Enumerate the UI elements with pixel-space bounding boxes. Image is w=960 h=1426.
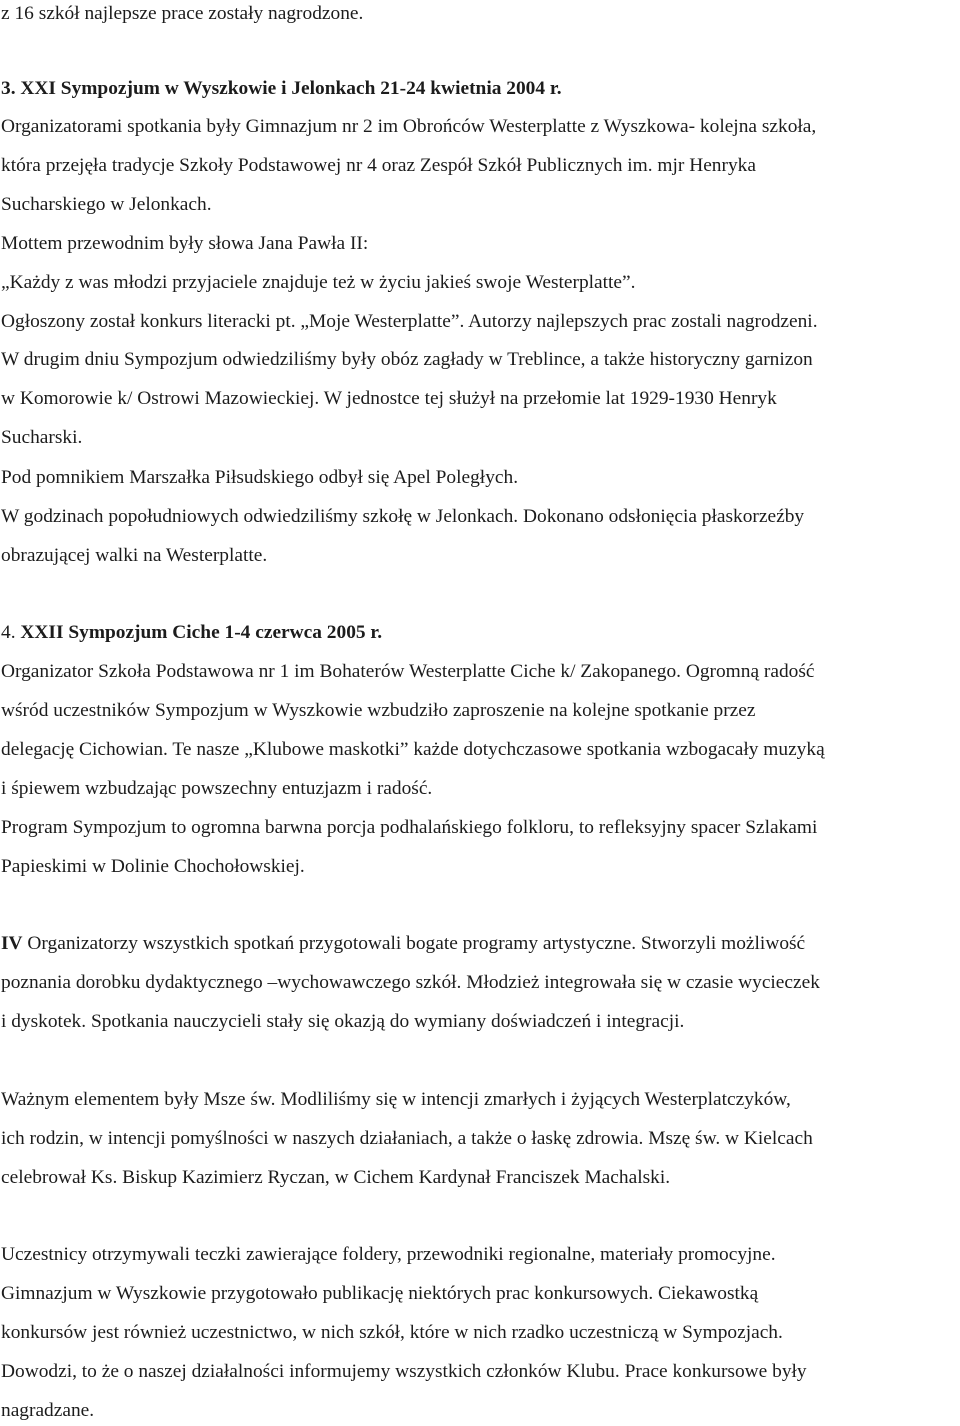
- text-line: celebrował Ks. Biskup Kazimierz Ryczan, w Cichem Kardynał Franciszek Machalski.: [1, 1167, 671, 1188]
- text-line: w Komorowie k/ Ostrowi Mazowieckiej. W jednostce tej służył na przełomie lat 1929-1930 Henryk: [1, 388, 777, 409]
- text-line: Papieskimi w Dolinie Chochołowskiej.: [1, 856, 305, 877]
- text-line: Organizatorami spotkania były Gimnazjum nr 2 im Obrońców Westerplatte z Wyszkowa- kolejna szkoła,: [1, 116, 817, 137]
- text-line: „Każdy z was młodzi przyjaciele znajduje też w życiu jakieś swoje Westerplatte”.: [1, 272, 636, 293]
- section-iv-line: [1, 932, 805, 956]
- text-line: Pod pomnikiem Marszałka Piłsudskiego odbył się Apel Poległych.: [1, 467, 519, 488]
- heading-text: XXII Sympozjum Ciche 1-4 czerwca 2005 r.: [20, 622, 383, 643]
- text-line: poznania dorobku dydaktycznego –wychowawczego szkół. Młodzież integrowała się w czasie wycieczek: [1, 972, 820, 993]
- text-line: Gimnazjum w Wyszkowie przygotowało publikację niektórych prac konkursowych. Ciekawostką: [1, 1283, 759, 1304]
- text-line: W godzinach popołudniowych odwiedziliśmy szkołę w Jelonkach. Dokonano odsłonięcia płaskorzeźby: [1, 506, 805, 527]
- text-line: Dowodzi, to że o naszej działalności informujemy wszystkich członków Klubu. Prace konkursowe były: [1, 1361, 807, 1382]
- text-line: Ogłoszony został konkurs literacki pt. „Moje Westerplatte”. Autorzy najlepszych prac zostali nagrodzeni.: [1, 311, 818, 332]
- text-line: konkursów jest również uczestnictwo, w nich szkół, które w nich rzadko uczestniczą w Sympozjach.: [1, 1322, 783, 1343]
- text-line: Sucharskiego w Jelonkach.: [1, 194, 212, 215]
- text-line: która przejęła tradycje Szkoły Podstawowej nr 4 oraz Zespół Szkół Publicznych im. mjr Henryka: [1, 155, 756, 176]
- text-line: Mottem przewodnim były słowa Jana Pawła II:: [1, 233, 369, 254]
- section-iv-text: Organizatorzy wszystkich spotkań przygotowali bogate programy artystyczne. Stworzyli możliwość: [22, 933, 806, 954]
- text-line: Program Sympozjum to ogromna barwna porcja podhalańskiego folkloru, to refleksyjny spacer Szlakami: [1, 817, 818, 838]
- text-line: z 16 szkół najlepsze prace zostały nagrodzone.: [1, 3, 364, 24]
- text-line: W drugim dniu Sympozjum odwiedziliśmy były obóz zagłady w Treblince, a także historyczny garnizon: [1, 349, 813, 370]
- text-line: wśród uczestników Sympozjum w Wyszkowie wzbudziło zaproszenie na kolejne spotkanie przez: [1, 700, 756, 721]
- text-line: i śpiewem wzbudzając powszechny entuzjazm i radość.: [1, 778, 433, 799]
- text-line: ich rodzin, w intencji pomyślności w naszych działaniach, a także o łaskę zdrowia. Mszę św. w Kielcach: [1, 1128, 813, 1149]
- section-iv-label: IV: [1, 933, 23, 954]
- text-line: obrazującej walki na Westerplatte.: [1, 545, 268, 566]
- text-line: Sucharski.: [1, 427, 83, 448]
- text-line: Ważnym elementem były Msze św. Modliliśmy się w intencji zmarłych i żyjących Westerplatczyków,: [1, 1089, 791, 1110]
- text-line: Uczestnicy otrzymywali teczki zawierające foldery, przewodniki regionalne, materiały promocyjne.: [1, 1244, 776, 1265]
- text-line: i dyskotek. Spotkania nauczycieli stały się okazją do wymiany doświadczeń i integracji.: [1, 1011, 685, 1032]
- section-heading-3: 3. XXI Sympozjum w Wyszkowie i Jelonkach 21-24 kwietnia 2004 r.: [1, 78, 562, 99]
- text-line: delegację Cichowian. Te nasze „Klubowe maskotki” każde dotychczasowe spotkania wzbogacały muzyką: [1, 739, 825, 760]
- section-heading-4: [1, 621, 382, 645]
- heading-number: 4.: [1, 622, 21, 643]
- text-line: nagradzane.: [1, 1400, 95, 1421]
- text-line: Organizator Szkoła Podstawowa nr 1 im Bohaterów Westerplatte Ciche k/ Zakopanego. Ogromną radość: [1, 661, 815, 682]
